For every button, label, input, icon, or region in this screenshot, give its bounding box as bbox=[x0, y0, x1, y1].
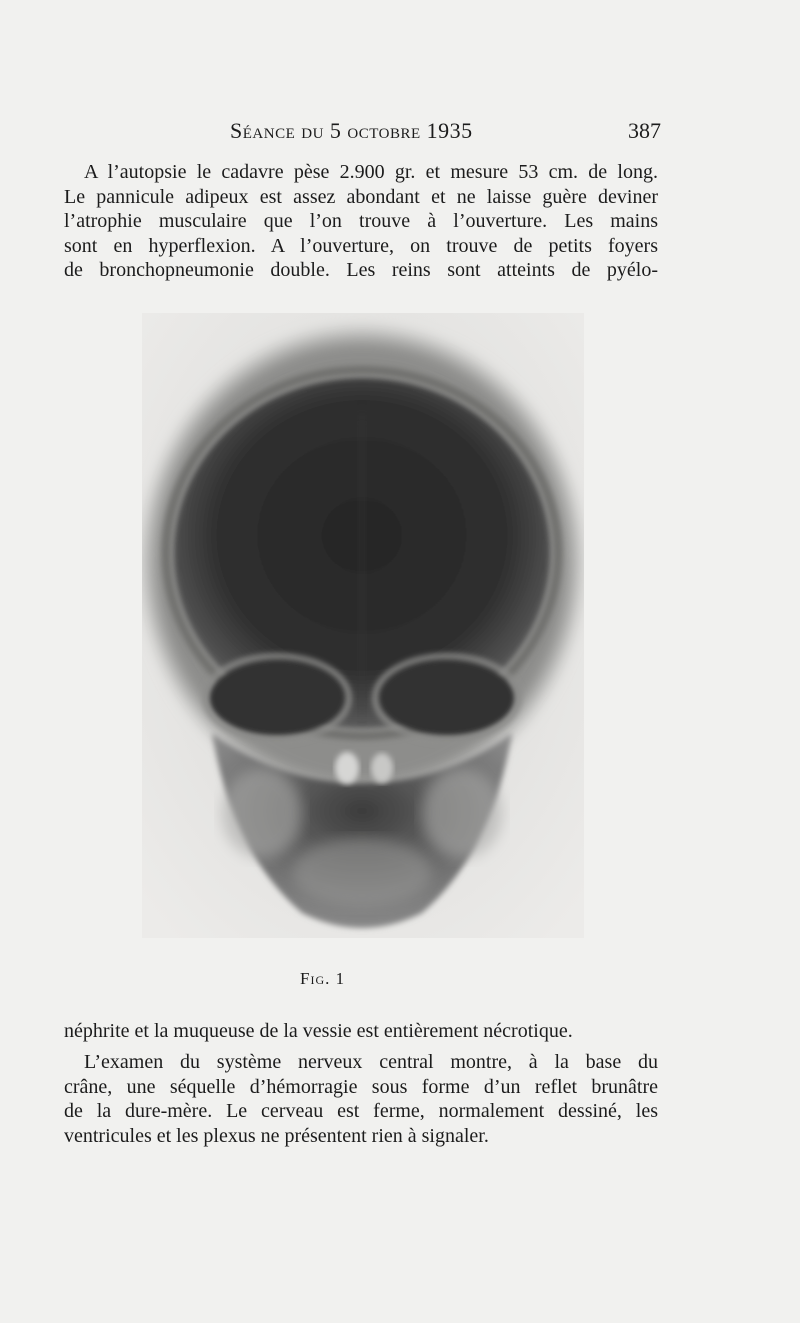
figure-caption: Fig. 1 bbox=[300, 969, 346, 988]
text-line: crâne, une séquelle d’hémorragie sous forme d’un reflet brunâtre bbox=[64, 1075, 658, 1098]
paragraph-nervous-system bbox=[64, 1050, 658, 1148]
paragraph-continuation bbox=[64, 1019, 658, 1044]
paragraph-autopsy bbox=[64, 160, 658, 283]
text-line: néphrite et la muqueuse de la vessie est entièrement nécrotique. bbox=[64, 1020, 573, 1042]
text-line: de la dure-mère. Le cerveau est ferme, normalement dessiné, les bbox=[64, 1100, 658, 1122]
text-line: l’atrophie musculaire que l’on trouve à l’ouverture. Les mains bbox=[64, 210, 658, 232]
text-line: de bronchopneumonie double. Les reins sont atteints de pyélo- bbox=[64, 259, 658, 281]
page-header bbox=[0, 118, 800, 152]
text-line: A l’autopsie le cadavre pèse 2.900 gr. et mesure 53 cm. de long. bbox=[84, 161, 658, 183]
text-line: Le pannicule adipeux est assez abondant et ne laisse guère deviner bbox=[64, 185, 658, 208]
text-line: L’examen du système nerveux central montre, à la base du bbox=[84, 1051, 658, 1073]
running-title: Séance du 5 octobre 1935 bbox=[230, 118, 473, 143]
text-line: sont en hyperflexion. A l’ouverture, on trouve de petits foyers bbox=[64, 234, 658, 257]
xray-image bbox=[142, 313, 584, 938]
skull-xray-figure bbox=[142, 313, 584, 938]
page-number: 387 bbox=[628, 118, 661, 143]
text-line: ventricules et les plexus ne présentent rien à signaler. bbox=[64, 1124, 489, 1147]
